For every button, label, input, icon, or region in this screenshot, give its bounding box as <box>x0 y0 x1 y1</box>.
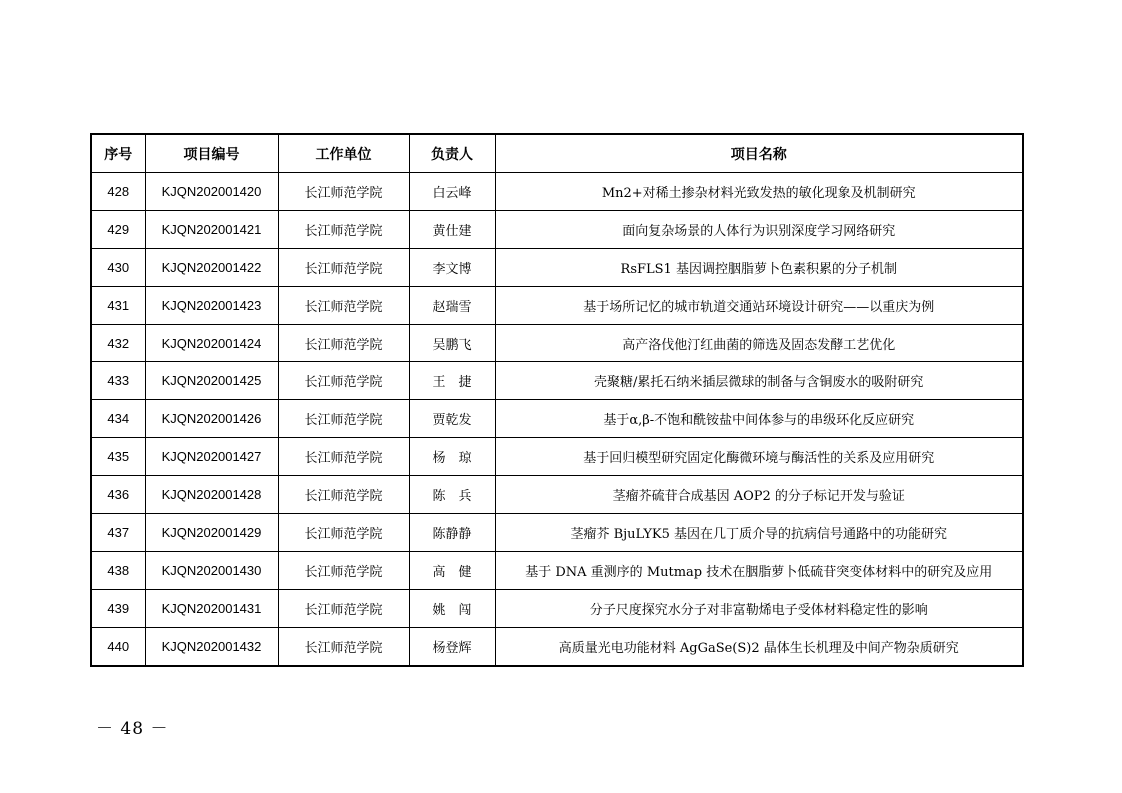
cell-seq: 437 <box>91 514 145 552</box>
cell-person: 姚 闯 <box>409 589 495 627</box>
header-unit: 工作单位 <box>278 134 409 173</box>
cell-seq: 439 <box>91 589 145 627</box>
cell-seq: 428 <box>91 173 145 211</box>
cell-project-name: 壳聚糖/累托石纳米插层微球的制备与含铜废水的吸附研究 <box>495 362 1023 400</box>
cell-unit: 长江师范学院 <box>278 551 409 589</box>
cell-seq: 431 <box>91 286 145 324</box>
cell-person: 李文博 <box>409 248 495 286</box>
table-row <box>91 210 1023 248</box>
table-row <box>91 362 1023 400</box>
cell-unit: 长江师范学院 <box>278 248 409 286</box>
table-header-row <box>91 134 1023 173</box>
cell-project-name: 基于 DNA 重测序的 Mutmap 技术在胭脂萝卜低硫苷突变体材料中的研究及应用 <box>495 551 1023 589</box>
cell-person: 赵瑞雪 <box>409 286 495 324</box>
table-row <box>91 476 1023 514</box>
cell-seq: 434 <box>91 400 145 438</box>
table-row <box>91 551 1023 589</box>
cell-code: KJQN202001428 <box>145 476 278 514</box>
cell-unit: 长江师范学院 <box>278 589 409 627</box>
cell-person: 吴鹏飞 <box>409 324 495 362</box>
header-code: 项目编号 <box>145 134 278 173</box>
cell-unit: 长江师范学院 <box>278 476 409 514</box>
table-row <box>91 514 1023 552</box>
cell-unit: 长江师范学院 <box>278 324 409 362</box>
cell-person: 黄仕建 <box>409 210 495 248</box>
page-number: － 48 － <box>96 719 169 739</box>
cell-project-name: 茎瘤芥 BjuLYK5 基因在几丁质介导的抗病信号通路中的功能研究 <box>495 514 1023 552</box>
cell-code: KJQN202001430 <box>145 551 278 589</box>
cell-project-name: 面向复杂场景的人体行为识别深度学习网络研究 <box>495 210 1023 248</box>
cell-code: KJQN202001429 <box>145 514 278 552</box>
cell-seq: 440 <box>91 627 145 665</box>
cell-code: KJQN202001424 <box>145 324 278 362</box>
project-table <box>90 133 1024 667</box>
table-row <box>91 627 1023 665</box>
cell-seq: 433 <box>91 362 145 400</box>
header-seq: 序号 <box>91 134 145 173</box>
cell-project-name: 基于场所记忆的城市轨道交通站环境设计研究——以重庆为例 <box>495 286 1023 324</box>
cell-code: KJQN202001427 <box>145 438 278 476</box>
cell-unit: 长江师范学院 <box>278 286 409 324</box>
cell-person: 杨登辉 <box>409 627 495 665</box>
cell-unit: 长江师范学院 <box>278 627 409 665</box>
cell-person: 杨 琼 <box>409 438 495 476</box>
cell-unit: 长江师范学院 <box>278 514 409 552</box>
cell-seq: 430 <box>91 248 145 286</box>
table-row <box>91 589 1023 627</box>
table-row <box>91 400 1023 438</box>
cell-code: KJQN202001426 <box>145 400 278 438</box>
cell-person: 陈静静 <box>409 514 495 552</box>
cell-person: 高 健 <box>409 551 495 589</box>
cell-person: 王 捷 <box>409 362 495 400</box>
cell-code: KJQN202001432 <box>145 627 278 665</box>
cell-code: KJQN202001425 <box>145 362 278 400</box>
table-row <box>91 324 1023 362</box>
cell-code: KJQN202001423 <box>145 286 278 324</box>
cell-person: 陈 兵 <box>409 476 495 514</box>
cell-project-name: 高产洛伐他汀红曲菌的筛选及固态发酵工艺优化 <box>495 324 1023 362</box>
cell-project-name: RsFLS1 基因调控胭脂萝卜色素积累的分子机制 <box>495 248 1023 286</box>
cell-project-name: 茎瘤芥硫苷合成基因 AOP2 的分子标记开发与验证 <box>495 476 1023 514</box>
cell-seq: 435 <box>91 438 145 476</box>
cell-person: 贾乾发 <box>409 400 495 438</box>
cell-unit: 长江师范学院 <box>278 362 409 400</box>
cell-code: KJQN202001431 <box>145 589 278 627</box>
cell-project-name: 基于回归模型研究固定化酶微环境与酶活性的关系及应用研究 <box>495 438 1023 476</box>
cell-project-name: Mn2+对稀土掺杂材料光致发热的敏化现象及机制研究 <box>495 173 1023 211</box>
table-row <box>91 438 1023 476</box>
cell-project-name: 高质量光电功能材料 AgGaSe(S)2 晶体生长机理及中间产物杂质研究 <box>495 627 1023 665</box>
cell-code: KJQN202001420 <box>145 173 278 211</box>
cell-seq: 432 <box>91 324 145 362</box>
table-row <box>91 286 1023 324</box>
cell-seq: 436 <box>91 476 145 514</box>
cell-code: KJQN202001422 <box>145 248 278 286</box>
cell-code: KJQN202001421 <box>145 210 278 248</box>
cell-project-name: 分子尺度探究水分子对非富勒烯电子受体材料稳定性的影响 <box>495 589 1023 627</box>
cell-seq: 438 <box>91 551 145 589</box>
table-row <box>91 173 1023 211</box>
header-person: 负责人 <box>409 134 495 173</box>
cell-unit: 长江师范学院 <box>278 173 409 211</box>
cell-unit: 长江师范学院 <box>278 210 409 248</box>
cell-unit: 长江师范学院 <box>278 400 409 438</box>
cell-seq: 429 <box>91 210 145 248</box>
cell-unit: 长江师范学院 <box>278 438 409 476</box>
table-body <box>91 173 1023 666</box>
header-name: 项目名称 <box>495 134 1023 173</box>
table-row <box>91 248 1023 286</box>
cell-project-name: 基于α,β-不饱和酰铵盐中间体参与的串级环化反应研究 <box>495 400 1023 438</box>
cell-person: 白云峰 <box>409 173 495 211</box>
